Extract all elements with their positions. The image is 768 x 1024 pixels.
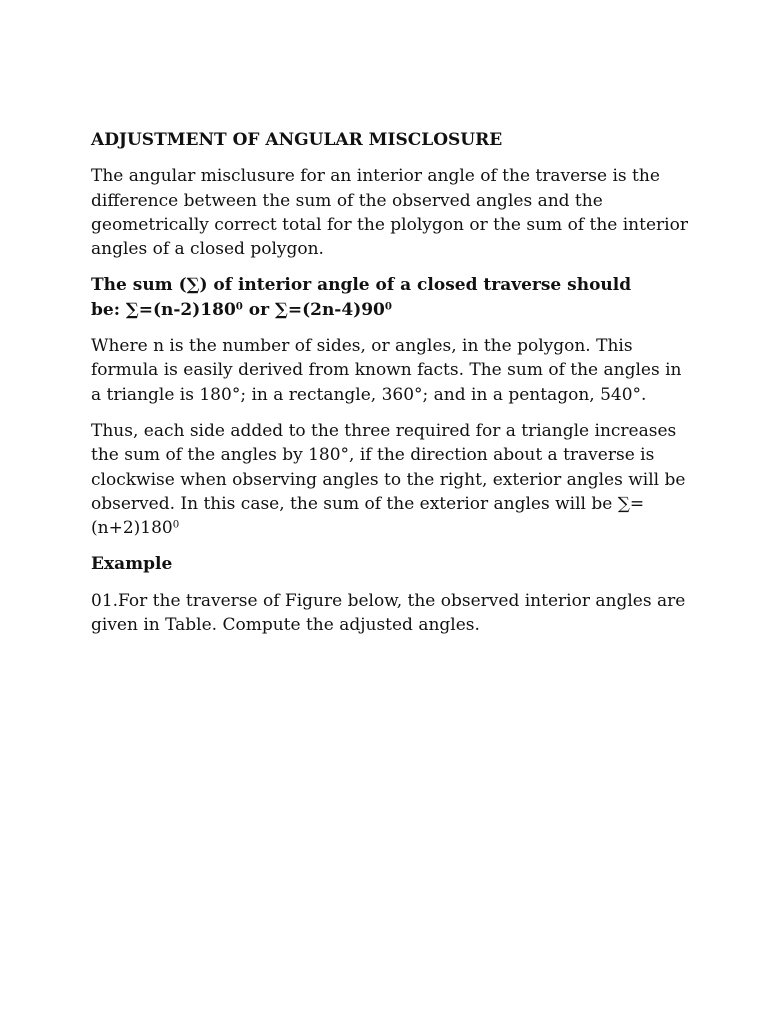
formula-interior-2: =(2n-4)90 — [287, 299, 385, 320]
exterior-angles-text: Thus, each side added to the three required for a triangle increases the sum of the angles by 180°, if the direction about a traverse is clockwise when observing angles to the right, exterior angles will be observed. In this case, the sum of the exterior angles will be — [91, 420, 686, 514]
degree-superscript: 0 — [384, 300, 392, 313]
sum-rule-prefix: The sum ( — [91, 275, 187, 296]
sum-rule-line-2 — [91, 298, 691, 322]
degree-superscript: 0 — [172, 519, 180, 531]
formula-interior-1: =(n-2)180 — [138, 299, 236, 320]
formula-connector: or — [242, 299, 276, 320]
sum-rule-suffix: ) of interior angle of a closed traverse should — [199, 275, 632, 296]
example-heading: Example — [91, 554, 173, 575]
sum-rule-be: be: — [91, 299, 126, 320]
exterior-angles-paragraph — [91, 419, 691, 540]
sigma-symbol: ∑ — [275, 299, 288, 320]
sigma-symbol: ∑ — [125, 299, 139, 320]
example-paragraph: 01.For the traverse of Figure below, the observed interior angles are given in Table. Compute the adjusted angles. — [91, 590, 686, 636]
sum-rule-line-1 — [91, 273, 691, 297]
where-paragraph: Where n is the number of sides, or angles, in the polygon. This formula is easily derived from known facts. The sum of the angles in a triangle is 180°; in a rectangle, 360°; and in a pentagon, 540°. — [91, 336, 682, 405]
sum-rule-paragraph — [91, 273, 691, 322]
degree-superscript: 0 — [235, 300, 243, 313]
sigma-symbol: ∑ — [186, 275, 200, 296]
formula-exterior: = (n+2)180 — [91, 493, 645, 539]
document-page — [91, 128, 691, 649]
document-title: ADJUSTMENT OF ANGULAR MISCLOSURE — [91, 130, 503, 150]
sigma-symbol: ∑ — [617, 493, 630, 514]
intro-paragraph: The angular misclusure for an interior angle of the traverse is the difference between the sum of the observed angles and the geometrically correct total for the plolygon or the sum of the interior angles of a closed polygon. — [91, 166, 688, 260]
